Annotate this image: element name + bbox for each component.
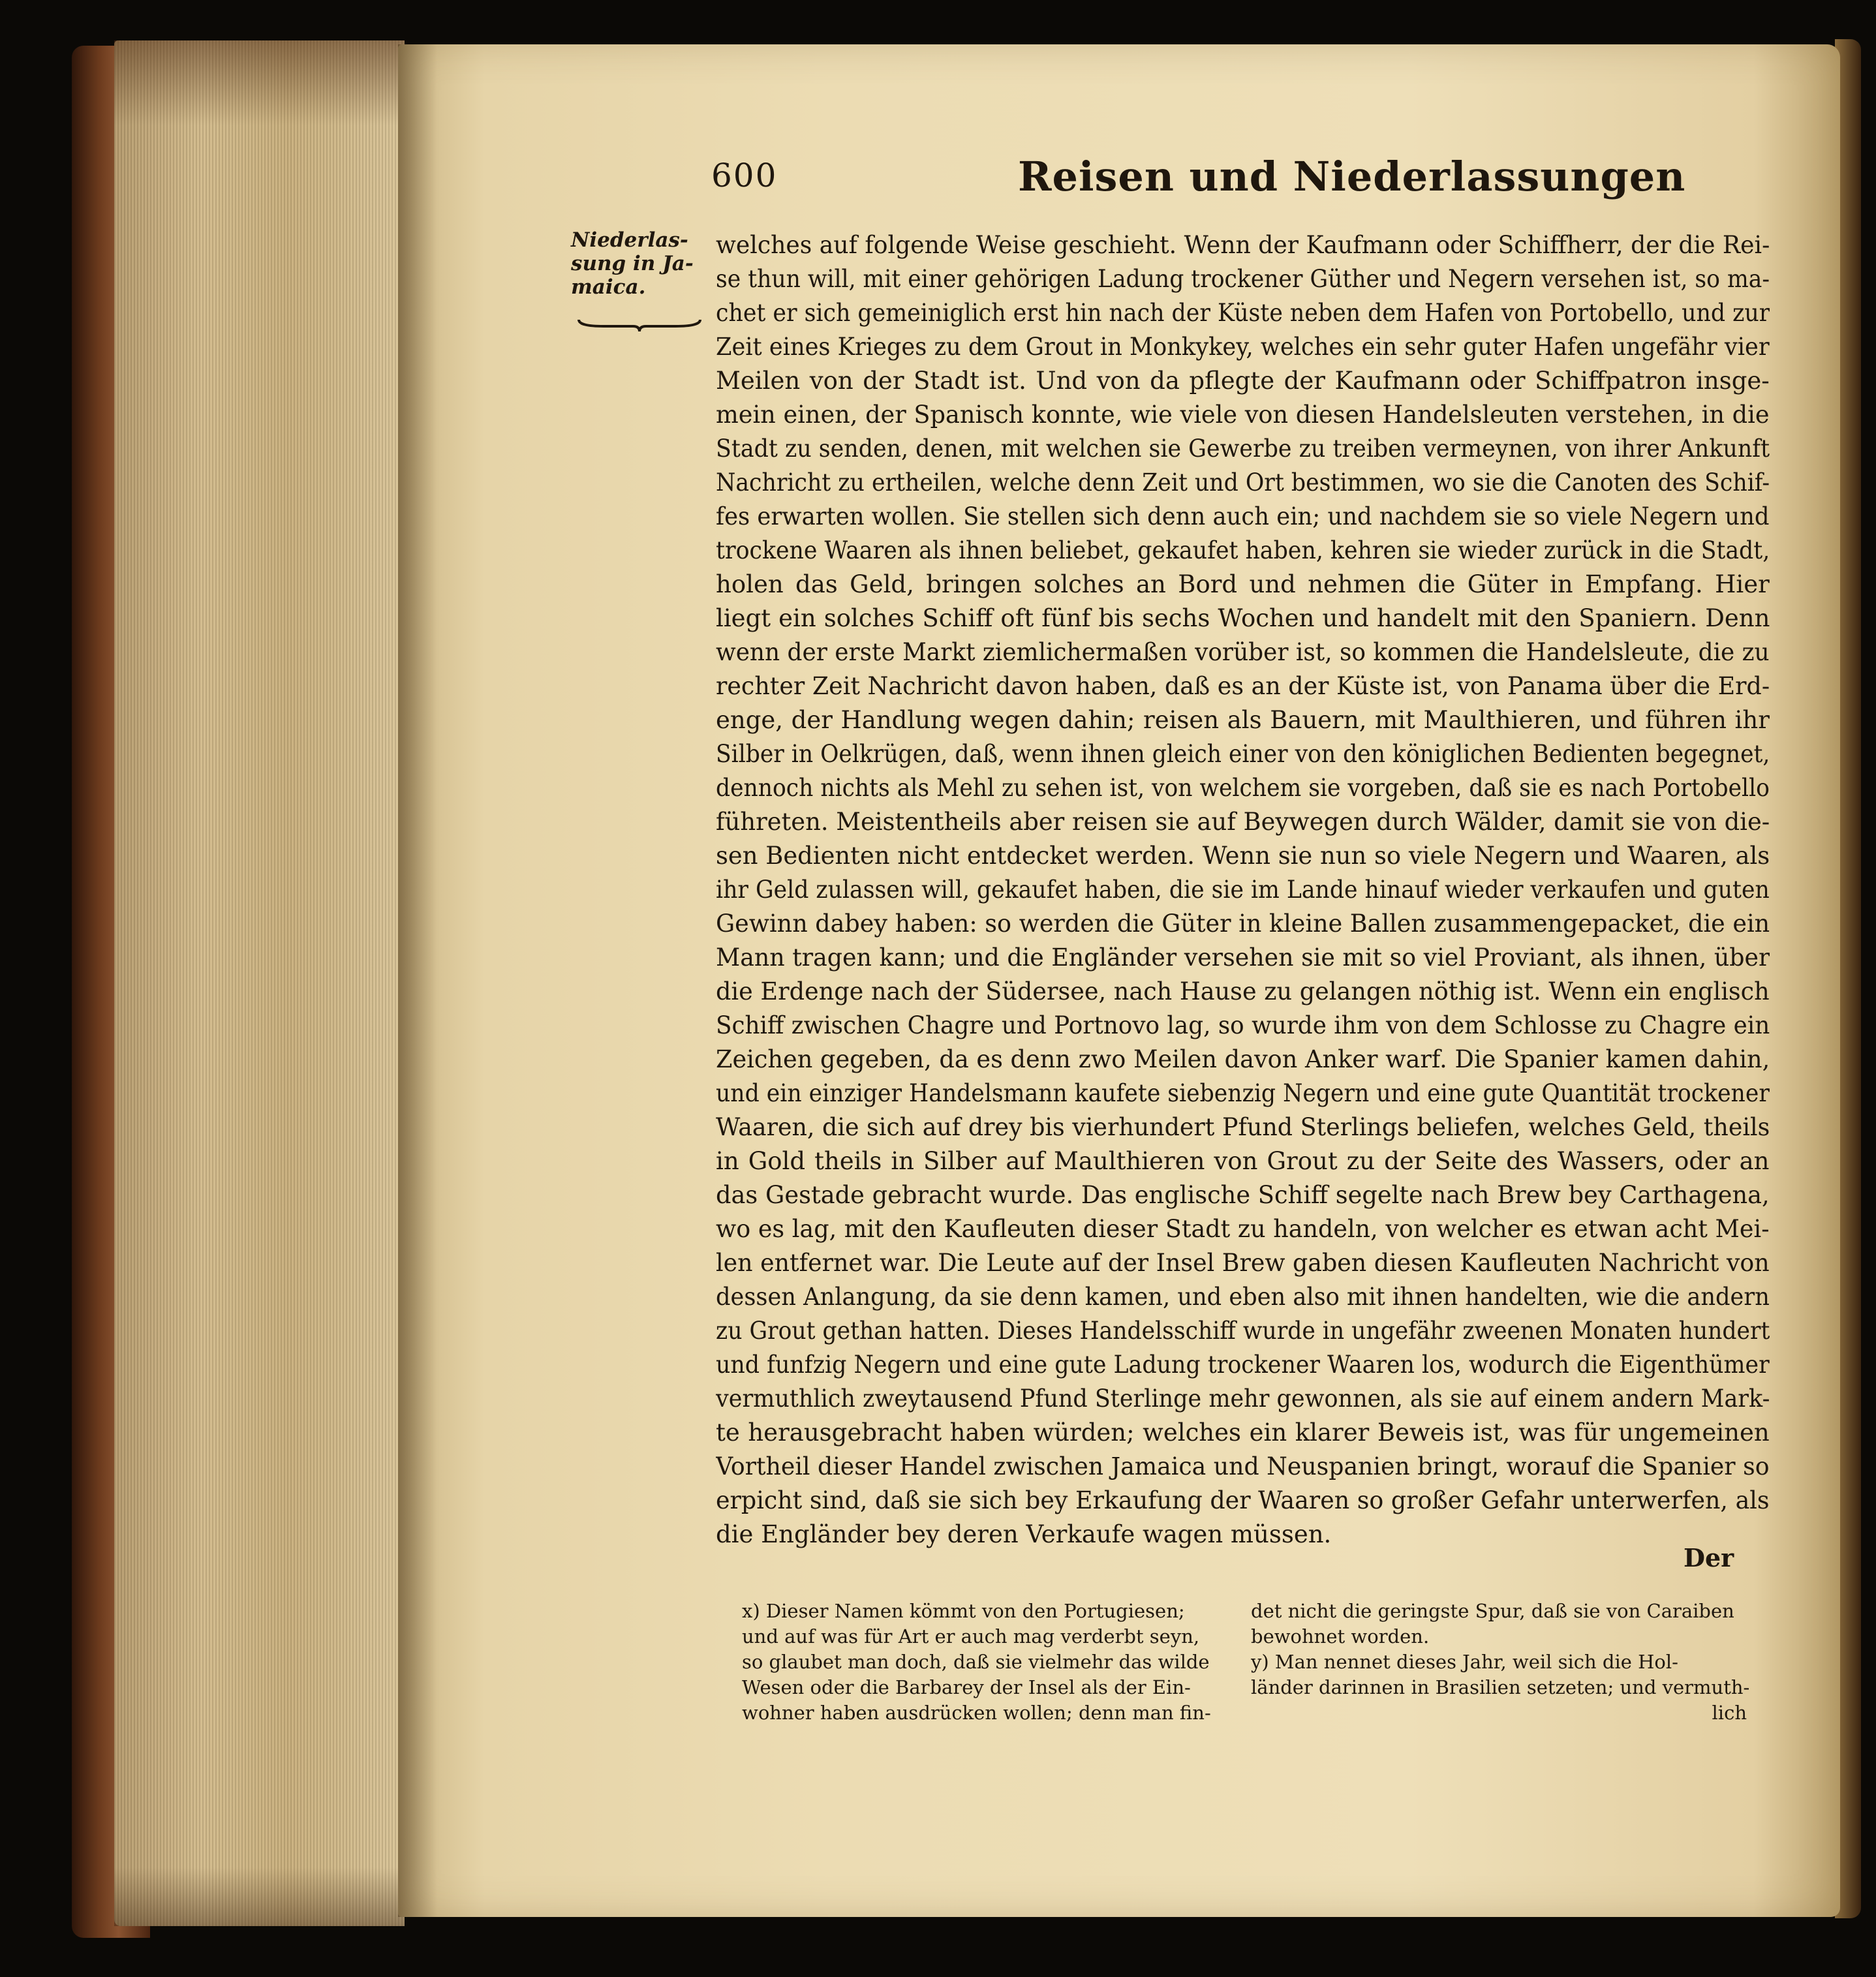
body-text-line: Vortheil dieser Handel zwischen Jamaica und Neuspanien bringt, worauf die Spanier so bbox=[716, 1452, 1770, 1480]
body-text-line: se thun will, mit einer gehörigen Ladung trockener Güther und Negern versehen ist, so ma- bbox=[716, 265, 1770, 293]
body-text-line: Meilen von der Stadt ist. Und von da pflegte der Kaufmann oder Schiffpatron insge- bbox=[716, 367, 1770, 395]
footnote-line: und auf was für Art er auch mag verderbt seyn, bbox=[742, 1625, 1200, 1648]
body-text-line: Stadt zu senden, denen, mit welchen sie Gewerbe zu treiben vermeynen, von ihrer Ankunft bbox=[716, 435, 1770, 463]
body-text-line: mein einen, der Spanisch konnte, wie viele von diesen Handelsleuten verstehen, in die bbox=[716, 401, 1770, 429]
margin-brace-ornament bbox=[577, 317, 701, 333]
footnote-line: x) Dieser Namen kömmt von den Portugiesen; bbox=[742, 1600, 1185, 1622]
footnote-line: y) Man nennet dieses Jahr, weil sich die Hol- bbox=[1251, 1651, 1678, 1673]
page-header bbox=[711, 153, 1821, 202]
body-text-line: enge, der Handlung wegen dahin; reisen als Bauern, mit Maulthieren, und führen ihr bbox=[716, 706, 1770, 734]
body-text-line: Silber in Oelkrügen, daß, wenn ihnen gleich einer von den königlichen Bedienten begegnet, bbox=[716, 740, 1770, 768]
margin-note-line: Niederlas- bbox=[571, 228, 688, 252]
body-text bbox=[716, 228, 1770, 1552]
body-text-line: holen das Geld, bringen solches an Bord und nehmen die Güter in Empfang. Hier bbox=[716, 570, 1770, 598]
catchword: Der bbox=[1684, 1543, 1734, 1572]
body-text-line: Zeit eines Krieges zu dem Grout in Monkykey, welches ein sehr guter Hafen ungefähr vier bbox=[716, 333, 1770, 361]
body-text-line: führeten. Meistentheils aber reisen sie auf Beywegen durch Wälder, damit sie von die- bbox=[716, 808, 1770, 836]
body-text-line: te herausgebracht haben würden; welches ein klarer Beweis ist, was für ungemeinen bbox=[716, 1418, 1770, 1447]
footnote-line: so glaubet man doch, daß sie vielmehr das wilde bbox=[742, 1651, 1210, 1673]
footnote-column-right bbox=[1251, 1599, 1760, 1726]
running-head: Reisen und Niederlassungen bbox=[1018, 153, 1686, 200]
body-text-line: das Gestade gebracht wurde. Das englische Schiff segelte nach Brew bey Carthagena, bbox=[716, 1181, 1770, 1209]
body-text-line: welches auf folgende Weise geschieht. Wenn der Kaufmann oder Schiffherr, der die Rei- bbox=[716, 231, 1770, 259]
body-text-line: dessen Anlangung, da sie denn kamen, und eben also mit ihnen handelten, wie die andern bbox=[716, 1283, 1770, 1311]
body-text-line: Gewinn dabey haben: so werden die Güter in kleine Ballen zusammengepacket, die ein bbox=[716, 910, 1770, 938]
footnote-line: lich bbox=[1712, 1702, 1747, 1724]
body-text-line: erpicht sind, daß sie sich bey Erkaufung der Waaren so großer Gefahr unterwerfen, als bbox=[716, 1486, 1770, 1514]
body-text-line: wo es lag, mit den Kaufleuten dieser Stadt zu handeln, von welcher es etwan acht Mei- bbox=[716, 1215, 1770, 1243]
body-text-line: liegt ein solches Schiff oft fünf bis sechs Wochen und handelt mit den Spaniern. Denn bbox=[716, 604, 1770, 632]
margin-note-line: maica. bbox=[571, 275, 646, 299]
body-text-line: fes erwarten wollen. Sie stellen sich denn auch ein; und nachdem sie so viele Negern und bbox=[716, 502, 1770, 530]
body-text-line: trockene Waaren als ihnen beliebet, gekaufet haben, kehren sie wieder zurück in die Stadt, bbox=[716, 536, 1770, 564]
footnote-column-left bbox=[742, 1599, 1251, 1726]
body-text-line: ihr Geld zulassen will, gekaufet haben, die sie im Lande hinauf wieder verkaufen und guten bbox=[716, 876, 1770, 904]
body-text-line: Nachricht zu ertheilen, welche denn Zeit und Ort bestimmen, wo sie die Canoten des Schif- bbox=[716, 468, 1770, 497]
body-text-line: Zeichen gegeben, da es denn zwo Meilen davon Anker warf. Die Spanier kamen dahin, bbox=[716, 1045, 1770, 1073]
footnote-line: wohner haben ausdrücken wollen; denn man fin- bbox=[742, 1702, 1211, 1724]
body-text-line: chet er sich gemeiniglich erst hin nach der Küste neben dem Hafen von Portobello, und zur bbox=[716, 299, 1770, 327]
body-text-line: len entfernet war. Die Leute auf der Insel Brew gaben diesen Kaufleuten Nachricht von bbox=[716, 1249, 1770, 1277]
margin-note-line: sung in Ja- bbox=[571, 252, 694, 275]
body-text-line: in Gold theils in Silber auf Maulthieren von Grout zu der Seite des Wassers, oder an bbox=[716, 1147, 1770, 1175]
body-text-line: sen Bedienten nicht entdecket werden. Wenn sie nun so viele Negern und Waaren, als bbox=[716, 842, 1770, 870]
footnote-line: bewohnet worden. bbox=[1251, 1625, 1430, 1648]
body-text-line: Schiff zwischen Chagre und Portnovo lag, so wurde ihm von dem Schlosse zu Chagre ein bbox=[716, 1011, 1770, 1039]
body-text-line: wenn der erste Markt ziemlichermaßen vorüber ist, so kommen die Handelsleute, die zu bbox=[716, 638, 1770, 666]
body-text-line: Mann tragen kann; und die Engländer versehen sie mit so viel Proviant, als ihnen, über bbox=[716, 943, 1770, 972]
body-text-line: zu Grout gethan hatten. Dieses Handelsschiff wurde in ungefähr zweenen Monaten hundert bbox=[716, 1317, 1770, 1345]
body-text-line: und funfzig Negern und eine gute Ladung trockener Waaren los, wodurch die Eigenthümer bbox=[716, 1351, 1770, 1379]
body-text-line: die Engländer bey deren Verkaufe wagen müssen. bbox=[716, 1520, 1332, 1548]
footnote-line: det nicht die geringste Spur, daß sie von Caraiben bbox=[1251, 1600, 1734, 1622]
body-text-line: rechter Zeit Nachricht davon haben, daß es an der Küste ist, von Panama über die Erd- bbox=[716, 672, 1770, 700]
page-number: 600 bbox=[711, 157, 778, 194]
body-text-line: dennoch nichts als Mehl zu sehen ist, von welchem sie vorgeben, daß sie es nach Portobello bbox=[716, 774, 1770, 802]
body-text-line: vermuthlich zweytausend Pfund Sterlinge mehr gewonnen, als sie auf einem andern Mark- bbox=[716, 1385, 1770, 1413]
body-text-line: die Erdenge nach der Südersee, nach Hause zu gelangen nöthig ist. Wenn ein englisch bbox=[716, 977, 1770, 1005]
body-text-line: und ein einziger Handelsmann kaufete siebenzig Negern und eine gute Quantität trockener bbox=[716, 1079, 1770, 1107]
footnote-line: länder darinnen in Brasilien setzeten; und vermuth- bbox=[1251, 1676, 1750, 1698]
body-text-line: Waaren, die sich auf drey bis vierhundert Pfund Sterlings beliefen, welches Geld, theils bbox=[716, 1113, 1770, 1141]
page-edges bbox=[114, 40, 405, 1926]
footnote-line: Wesen oder die Barbarey der Insel als der Ein- bbox=[742, 1676, 1191, 1698]
margin-note bbox=[571, 228, 708, 299]
